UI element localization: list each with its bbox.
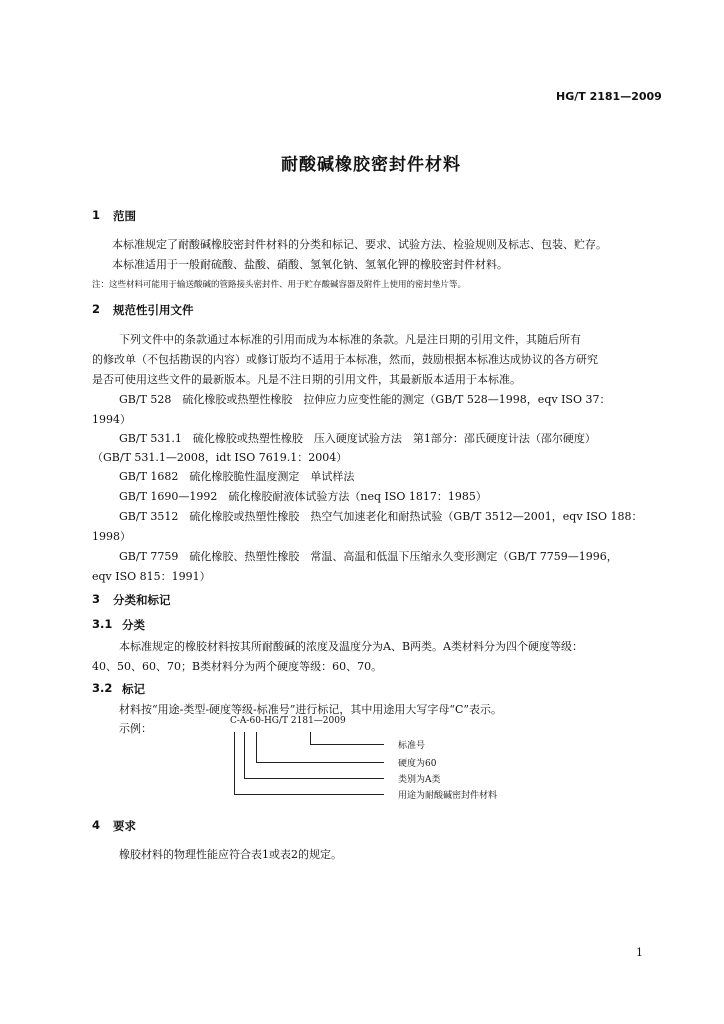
reference-entry-continuation: 1994） bbox=[92, 413, 131, 426]
section-2-number: 2 bbox=[92, 302, 101, 316]
reference-entry: GB/T 531.1 硫化橡胶或热塑性橡胶 压入硬度试验方法 第1部分：邵氏硬度计法（邵尔硬度） bbox=[119, 432, 596, 445]
reference-entry-continuation: 1998） bbox=[92, 530, 131, 543]
section-2-intro-line: 下列文件中的条款通过本标准的引用而成为本标准的条款。凡是注日期的引用文件，其随后所有 bbox=[119, 333, 581, 346]
section-3-1-heading: 分类 bbox=[122, 618, 145, 632]
reference-entry: GB/T 528 硫化橡胶或热塑性橡胶 拉伸应力应变性能的测定（GB/T 528—1998，eqv ISO 37： bbox=[119, 393, 611, 406]
bracket-line bbox=[234, 794, 384, 795]
section-2-heading: 规范性引用文件 bbox=[113, 303, 194, 317]
section-3-2-number: 3.2 bbox=[92, 681, 113, 695]
reference-entry: GB/T 7759 硫化橡胶、热塑性橡胶 常温、高温和低温下压缩永久变形测定（GB/T 7759—1996， bbox=[119, 550, 618, 563]
section-2-intro-line: 是否可使用这些文件的最新版本。凡是不注日期的引用文件，其最新版本适用于本标准。 bbox=[92, 373, 521, 386]
label-hardness: 硬度为60 bbox=[398, 759, 437, 769]
standard-number: HG/T 2181—2009 bbox=[556, 90, 662, 103]
section-4-paragraph: 橡胶材料的物理性能应符合表1或表2的规定。 bbox=[119, 848, 342, 861]
bracket-line bbox=[234, 732, 235, 794]
bracket-line bbox=[244, 732, 245, 778]
section-4-number: 4 bbox=[92, 818, 101, 832]
example-label: 示例： bbox=[119, 722, 152, 735]
section-2-intro-line: 的修改单（不包括勘误的内容）或修订版均不适用于本标准，然而，鼓励根据本标准达成协议的各方研究 bbox=[92, 353, 598, 366]
section-3-number: 3 bbox=[92, 592, 101, 606]
bracket-line bbox=[256, 732, 257, 762]
section-1-paragraph-2: 本标准适用于一般耐硫酸、盐酸、硝酸、氢氧化钠、氢氧化钾的橡胶密封件材料。 bbox=[112, 258, 508, 271]
label-purpose: 用途为耐酸碱密封件材料 bbox=[398, 791, 498, 801]
section-1-note: 注：这些材料可能用于输送酸碱的管路接头密封件、用于贮存酸碱容器及附件上使用的密封垫片等。 bbox=[92, 280, 467, 290]
reference-entry-continuation: （GB/T 531.1—2008，idt ISO 7619.1：2004） bbox=[92, 451, 348, 464]
label-standard-number: 标准号 bbox=[398, 741, 426, 751]
example-code: C-A-60-HG/T 2181—2009 bbox=[230, 716, 346, 726]
section-3-1-paragraph: 本标准规定的橡胶材料按其所耐酸碱的浓度及温度分为A、B两类。A类材料分为四个硬度等级： bbox=[119, 640, 583, 653]
bracket-line bbox=[310, 732, 311, 744]
label-category: 类别为A类 bbox=[398, 775, 441, 785]
section-1-number: 1 bbox=[92, 208, 101, 222]
section-1-heading: 范围 bbox=[113, 209, 136, 223]
document-title: 耐酸碱橡胶密封件材料 bbox=[281, 155, 461, 175]
page-number: 1 bbox=[636, 946, 643, 959]
reference-entry: GB/T 3512 硫化橡胶或热塑性橡胶 热空气加速老化和耐热试验（GB/T 3512—2001，eqv ISO 188： bbox=[119, 510, 643, 523]
section-1-paragraph-1: 本标准规定了耐酸碱橡胶密封件材料的分类和标记、要求、试验方法、检验规则及标志、包装、贮存。 bbox=[112, 238, 607, 251]
section-4-heading: 要求 bbox=[113, 819, 136, 833]
bracket-line bbox=[256, 762, 384, 763]
reference-entry-continuation: eqv ISO 815：1991） bbox=[92, 570, 211, 583]
section-3-1-paragraph: 40、50、60、70；B类材料分为两个硬度等级：60、70。 bbox=[92, 660, 383, 673]
section-3-2-heading: 标记 bbox=[122, 682, 145, 696]
section-3-heading: 分类和标记 bbox=[113, 593, 171, 607]
reference-entry: GB/T 1690—1992 硫化橡胶耐液体试验方法（neq ISO 1817：1985） bbox=[119, 490, 487, 503]
bracket-line bbox=[310, 744, 384, 745]
bracket-line bbox=[244, 778, 384, 779]
reference-entry: GB/T 1682 硫化橡胶脆性温度测定 单试样法 bbox=[119, 470, 355, 483]
section-3-1-number: 3.1 bbox=[92, 617, 113, 631]
section-3-2-paragraph: 材料按“用途-类型-硬度等级-标准号”进行标记，其中用途用大写字母“C”表示。 bbox=[119, 703, 503, 716]
